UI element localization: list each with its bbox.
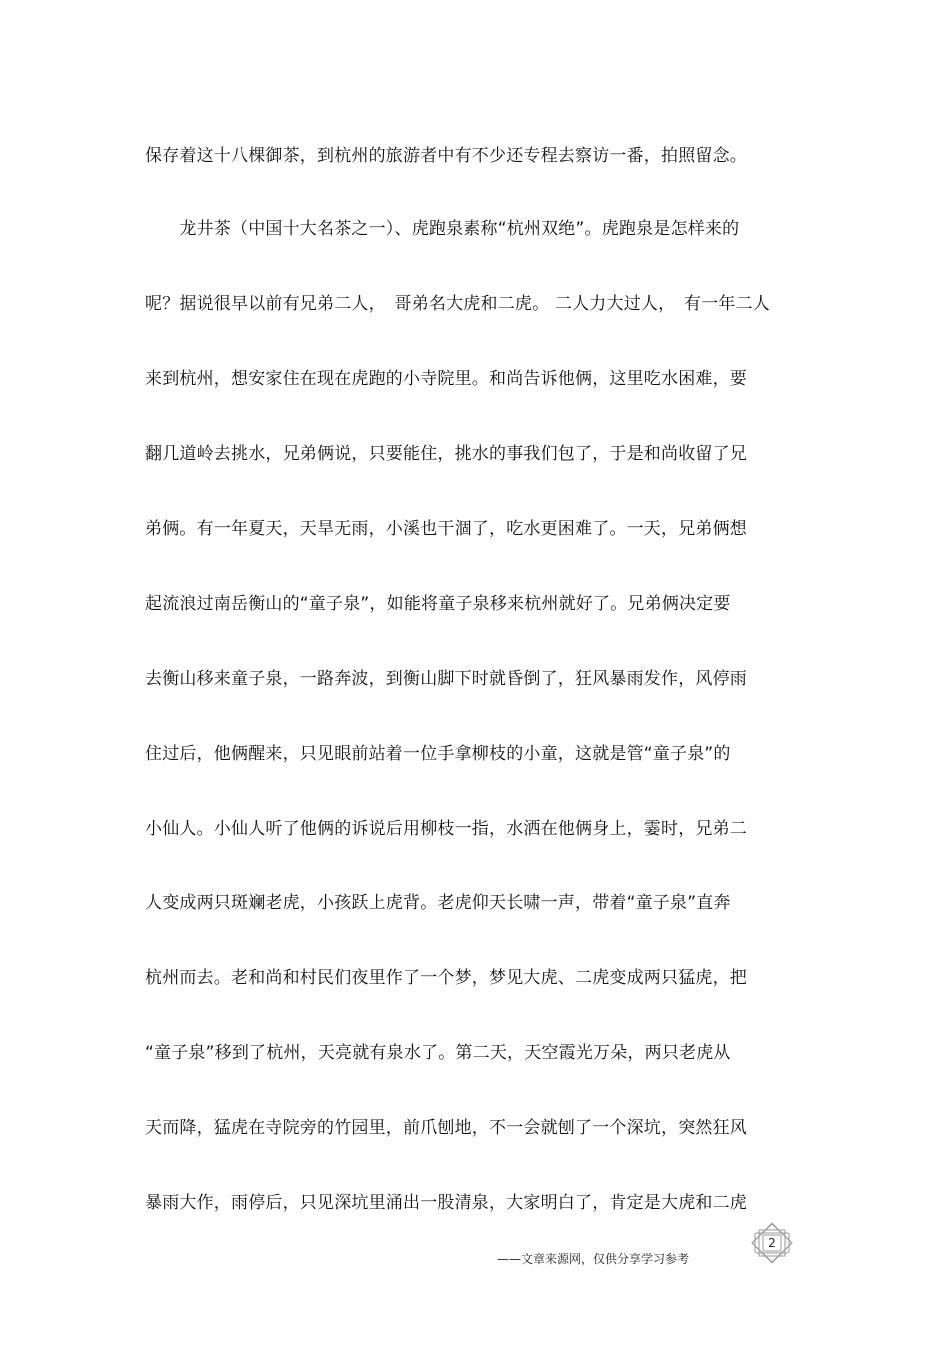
text-line: 天而降，猛虎在寺院旁的竹园里，前爪刨地，不一会就刨了一个深坑，突然狂风	[145, 1118, 747, 1138]
text-line: 小仙人。小仙人听了他俩的诉说后用柳枝一指，水洒在他俩身上，霎时，兄弟二	[145, 819, 747, 839]
text-line: 住过后，他俩醒来，只见眼前站着一位手拿柳枝的小童，这就是管“童子泉”的	[145, 744, 731, 764]
text-line: 去衡山移来童子泉，一路奔波，到衡山脚下时就昏倒了，狂风暴雨发作，风停雨	[145, 669, 747, 689]
text-line: “童子泉”移到了杭州，天亮就有泉水了。第二天，天空霞光万朵，两只老虎从	[145, 1043, 731, 1063]
text-line: 龙井茶（中国十大名茶之一）、虎跑泉素称“杭州双绝”。虎跑泉是怎样来的	[145, 219, 740, 239]
text-line: 暴雨大作，雨停后，只见深坑里涌出一股清泉，大家明白了，肯定是大虎和二虎	[145, 1193, 747, 1213]
page-number: 2	[768, 1236, 776, 1250]
text-line: 来到杭州，想安家住在现在虎跑的小寺院里。和尚告诉他俩，这里吃水困难，要	[145, 369, 747, 389]
text-line: 翻几道岭去挑水，兄弟俩说，只要能住，挑水的事我们包了，于是和尚收留了兄	[145, 444, 747, 464]
text-line: 保存着这十八棵御茶，到杭州的旅游者中有不少还专程去察访一番，拍照留念。	[145, 146, 747, 166]
page-number-badge	[748, 1222, 796, 1264]
text-line: 呢？据说很早以前有兄弟二人， 哥弟名大虎和二虎。 二人力大过人， 有一年二人	[145, 294, 771, 314]
text-line: 杭州而去。老和尚和村民们夜里作了一个梦，梦见大虎、二虎变成两只猛虎，把	[145, 968, 747, 988]
text-line: 人变成两只斑斓老虎，小孩跃上虎背。老虎仰天长啸一声，带着“童子泉”直奔	[145, 893, 731, 913]
footer-source-note: ——文章来源网，仅供分享学习参考	[497, 1252, 690, 1266]
text-line: 起流浪过南岳衡山的“童子泉”，如能将童子泉移来杭州就好了。兄弟俩决定要	[145, 594, 731, 614]
text-line: 弟俩。有一年夏天，天旱无雨，小溪也干涸了，吃水更困难了。一天，兄弟俩想	[145, 519, 747, 539]
